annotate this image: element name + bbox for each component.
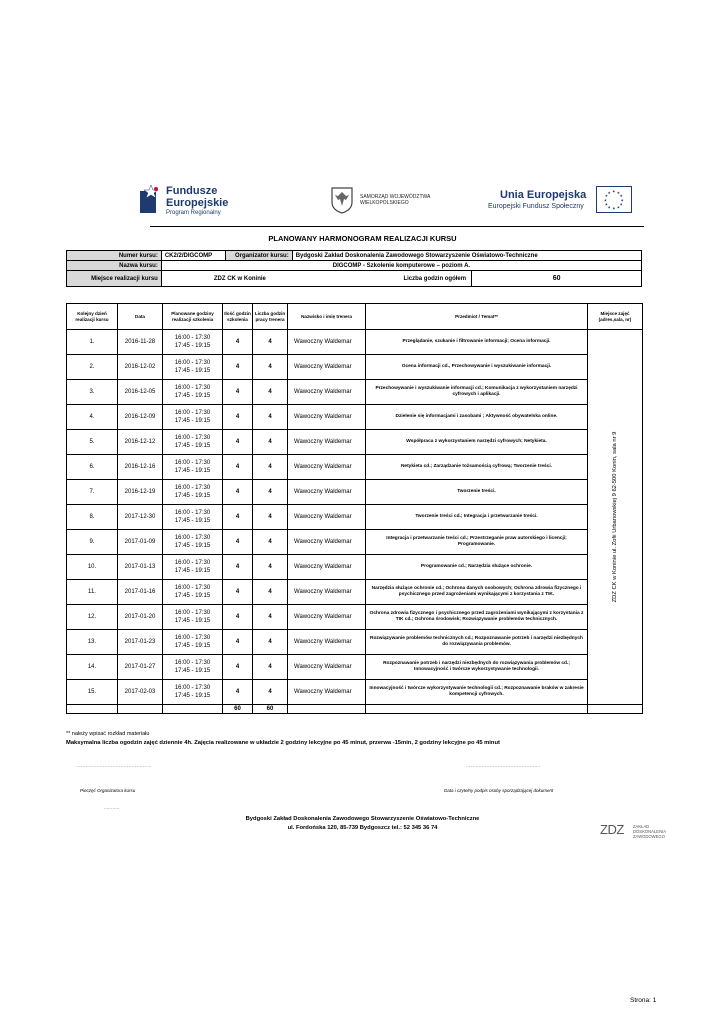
row-training-hours: 4: [223, 355, 253, 380]
row-number: 4.: [67, 405, 118, 430]
row-training-hours: 4: [223, 655, 253, 680]
row-topic: Tworzenie treści cd.; Integracja i przetwarzanie treści.: [366, 505, 588, 530]
row-trainer: Wawoczny Waldemar: [288, 580, 366, 605]
place-label: Miejsce realizacji kursu: [67, 271, 162, 287]
row-times: [163, 480, 223, 505]
sum-empty-6: [588, 705, 643, 714]
fe-line1: Fundusze: [166, 185, 218, 197]
table-row: [67, 480, 643, 505]
zdz-logo-mark: ZDZ: [600, 822, 624, 837]
row-trainer: Wawoczny Waldemar: [288, 455, 366, 480]
note-material: ** należy wpisać rozkład materiału: [66, 731, 150, 737]
stamp-line: ...............................................: [76, 763, 151, 769]
row-time-second: 17:45 - 19:15: [174, 443, 211, 449]
row-trainer: Wawoczny Waldemar: [288, 405, 366, 430]
total-hours-value: 60: [472, 271, 642, 287]
row-trainer-hours: 4: [253, 655, 288, 680]
footer-organization: Bydgoski Zakład Doskonalenia Zawodowego Stowarzyszenie Oświatowo-Techniczne: [245, 816, 480, 822]
row-topic: Tworzenie treści.: [366, 480, 588, 505]
row-trainer-hours: 4: [253, 580, 288, 605]
svg-text:★: ★: [619, 202, 623, 207]
row-training-hours: 4: [223, 605, 253, 630]
row-date: 2016-11-28: [118, 330, 163, 355]
header-training-hours: Ilość godzin szkolenia: [223, 304, 253, 330]
sum-row: [67, 705, 643, 714]
row-number: 3.: [67, 380, 118, 405]
row-number: 8.: [67, 505, 118, 530]
row-times: [163, 605, 223, 630]
row-times: [163, 505, 223, 530]
row-date: 2017-01-20: [118, 605, 163, 630]
sum-empty-4: [288, 705, 366, 714]
header-trainer: Nazwisko i imię trenera: [288, 304, 366, 330]
short-dots: ...........: [104, 805, 120, 811]
eu-flag-icon: [596, 186, 632, 213]
table-row: [67, 455, 643, 480]
table-row: [67, 380, 643, 405]
row-topic: Ocena informacji cd., Przechowywanie i wyszukiwanie informacji.: [366, 355, 588, 380]
row-time-second: 17:45 - 19:15: [174, 568, 211, 574]
row-topic: Integracja i przetwarzanie treści cd.; Przestrzeganie praw autorskiego i licencji; Programowanie.: [366, 530, 588, 555]
row-trainer-hours: 4: [253, 605, 288, 630]
table-row: [67, 355, 643, 380]
row-trainer-hours: 4: [253, 380, 288, 405]
table-row: [67, 330, 643, 355]
row-times: [163, 430, 223, 455]
svg-text:★: ★: [616, 190, 621, 195]
row-training-hours: 4: [223, 380, 253, 405]
row-trainer-hours: 4: [253, 355, 288, 380]
header-hours-planned: Planowane godziny realizacji szkolenia: [163, 304, 223, 330]
row-trainer: Wawoczny Waldemar: [288, 430, 366, 455]
sum-empty-3: [163, 705, 223, 714]
table-row: [67, 430, 643, 455]
row-number: 7.: [67, 480, 118, 505]
row-times: [163, 530, 223, 555]
row-times: [163, 630, 223, 655]
table-row: [67, 680, 643, 705]
place-vertical-text: ZDZ CK w Koninie ul. Zofii Urbanowskiej 9 62-500 Konin, sala nr 9: [612, 431, 618, 603]
header-day: Kolejny dzień realizacji kursu: [67, 304, 118, 330]
row-trainer-hours: 4: [253, 330, 288, 355]
svg-text:★: ★: [619, 194, 623, 199]
row-training-hours: 4: [223, 630, 253, 655]
course-name-value: DIGCOMP - Szkolenie komputerowe – poziom A.: [161, 261, 641, 271]
svg-text:★: ★: [603, 198, 608, 203]
row-number: 12.: [67, 605, 118, 630]
svg-text:★: ★: [620, 198, 624, 203]
row-times: [163, 580, 223, 605]
row-training-hours: 4: [223, 330, 253, 355]
row-training-hours: 4: [223, 505, 253, 530]
svg-text:★: ★: [604, 202, 609, 207]
zdz-line2: DOSKONALENIA: [633, 829, 667, 834]
row-date: 2017-01-16: [118, 580, 163, 605]
organizer-label: Organizator kursu:: [225, 251, 292, 261]
row-time-second: 17:45 - 19:15: [174, 468, 211, 474]
table-row: [67, 505, 643, 530]
row-number: 6.: [67, 455, 118, 480]
footer-address: ul. Fordońska 120, 85-739 Bydgoszcz tel.: 52 345 36 74: [287, 825, 438, 831]
header-trainer-hours: Liczba godzin pracy trenera: [253, 304, 288, 330]
table-row: [67, 405, 643, 430]
row-times: [163, 330, 223, 355]
row-time-first: 16:00 - 17:30: [174, 660, 211, 666]
schedule-table: [66, 303, 643, 714]
row-training-hours: 4: [223, 455, 253, 480]
table-row: [67, 530, 643, 555]
row-times: [163, 655, 223, 680]
svg-text:★: ★: [607, 190, 611, 195]
svg-text:★: ★: [616, 205, 621, 210]
fe-line3: Program Regionalny: [166, 210, 221, 216]
svg-text:★: ★: [612, 189, 616, 194]
row-time-second: 17:45 - 19:15: [174, 518, 211, 524]
stamp-label: Pieczęć Organizatora kursu: [80, 788, 136, 793]
table-row: [67, 630, 643, 655]
row-trainer-hours: 4: [253, 480, 288, 505]
row-trainer: Wawoczny Waldemar: [288, 605, 366, 630]
row-trainer: Wawoczny Waldemar: [288, 680, 366, 705]
row-time-second: 17:45 - 19:15: [174, 668, 211, 674]
row-trainer: Wawoczny Waldemar: [288, 330, 366, 355]
row-date: 2016-12-19: [118, 480, 163, 505]
sum-trainer-hours: 60: [253, 705, 288, 714]
row-time-first: 16:00 - 17:30: [174, 335, 211, 341]
schedule-body: [67, 330, 643, 714]
row-date: 2017-01-27: [118, 655, 163, 680]
page-number: Strona: 1: [630, 997, 657, 1004]
zdz-line1: ZAKŁAD: [633, 824, 650, 829]
row-date: 2017-01-23: [118, 630, 163, 655]
row-time-first: 16:00 - 17:30: [174, 510, 211, 516]
row-date: 2016-12-16: [118, 455, 163, 480]
row-topic: Narzędzia służące ochronie cd.; Ochrona danych osobowych; Ochrona zdrowia fizycznego i psychicznego przed zagrożeniami wynikającymi z korzystania z TIK.: [366, 580, 588, 605]
row-topic: Przeglądanie, szukanie i filtrowanie informacji; Ocena informacji.: [366, 330, 588, 355]
row-topic: Ochrona zdrowia fizycznego i psychicznego przed zagrożeniami wynikającymi z korzystania z TIK cd.; Ochrona środowisk; Rozwiązywanie problemów technicznych.: [366, 605, 588, 630]
row-date: 2017-01-13: [118, 555, 163, 580]
row-time-second: 17:45 - 19:15: [174, 393, 211, 399]
row-trainer-hours: 4: [253, 505, 288, 530]
course-name-label: Nazwa kursu:: [67, 261, 162, 271]
row-time-first: 16:00 - 17:30: [174, 460, 211, 466]
ue-line1: Unia Europejska: [500, 189, 587, 201]
svg-text:★: ★: [604, 194, 609, 199]
row-trainer-hours: 4: [253, 455, 288, 480]
row-times: [163, 555, 223, 580]
table-row: [67, 555, 643, 580]
row-time-second: 17:45 - 19:15: [174, 493, 211, 499]
table-row: [67, 655, 643, 680]
row-trainer-hours: 4: [253, 430, 288, 455]
row-times: [163, 380, 223, 405]
row-number: 14.: [67, 655, 118, 680]
ue-line2: Europejski Fundusz Społeczny: [488, 203, 584, 210]
note-max-hours: Maksymalna liczba ogodzin zajęć dziennie 4h. Zajęcia realizowane w układzie 2 godziny lekcyjne po 45 minut, przerwa -15min, 2 godziny lekcyjne po 45 minut: [66, 740, 500, 746]
row-trainer: Wawoczny Waldemar: [288, 655, 366, 680]
table-row: [67, 605, 643, 630]
row-date: 2016-12-12: [118, 430, 163, 455]
row-topic: Przechowywanie i wyszukiwanie informacji cd.; Komunikacja z wykorzystaniem narzędzi cyfrowych i aplikacji.: [366, 380, 588, 405]
eagle-crest-icon: [330, 186, 354, 214]
row-time-first: 16:00 - 17:30: [174, 360, 211, 366]
sum-training-hours: 60: [223, 705, 253, 714]
row-time-first: 16:00 - 17:30: [174, 635, 211, 641]
sum-empty-1: [67, 705, 118, 714]
total-hours-label: Liczba godzin ogółem: [403, 275, 467, 282]
svg-text:★: ★: [612, 206, 616, 211]
row-time-first: 16:00 - 17:30: [174, 385, 211, 391]
row-training-hours: 4: [223, 530, 253, 555]
row-date: 2016-12-09: [118, 405, 163, 430]
row-time-second: 17:45 - 19:15: [174, 543, 211, 549]
row-time-first: 16:00 - 17:30: [174, 435, 211, 441]
fe-star-icon: [140, 185, 162, 215]
row-time-first: 16:00 - 17:30: [174, 410, 211, 416]
header-place: Miejsce zajęć (adres,sala, nr): [588, 304, 643, 330]
row-topic: Netykieta cd.; Zarządzanie tożsamością cyfrową; Tworzenie treści.: [366, 455, 588, 480]
course-no-label: Numer kursu:: [67, 251, 162, 261]
row-times: [163, 355, 223, 380]
row-date: 2016-12-02: [118, 355, 163, 380]
row-times: [163, 405, 223, 430]
samorzad-wielkopolski-logo: [330, 186, 445, 216]
table-row: [67, 580, 643, 605]
row-trainer-hours: 4: [253, 530, 288, 555]
row-trainer-hours: 4: [253, 630, 288, 655]
row-date: 2016-12-05: [118, 380, 163, 405]
sum-empty-2: [118, 705, 163, 714]
row-date: 2017-02-03: [118, 680, 163, 705]
row-training-hours: 4: [223, 680, 253, 705]
row-time-first: 16:00 - 17:30: [174, 685, 211, 691]
place-value: [161, 271, 471, 287]
row-date: 2017-12-30: [118, 505, 163, 530]
row-trainer: Wawoczny Waldemar: [288, 555, 366, 580]
organizer-value: Bydgoski Zakład Doskonalenia Zawodowego Stowarzyszenie Oświatowo-Techniczne: [292, 251, 641, 261]
row-number: 11.: [67, 580, 118, 605]
row-training-hours: 4: [223, 430, 253, 455]
row-number: 10.: [67, 555, 118, 580]
row-trainer: Wawoczny Waldemar: [288, 355, 366, 380]
row-topic: Innowacyjność i twórcze wykorzystywanie technologii cd.; Rozpoznawanie braków w zakresie kompetencji cyfrowych.: [366, 680, 588, 705]
row-trainer: Wawoczny Waldemar: [288, 630, 366, 655]
row-time-first: 16:00 - 17:30: [174, 610, 211, 616]
sum-empty-5: [366, 705, 588, 714]
row-number: 1.: [67, 330, 118, 355]
wlkp-line1: SAMORZĄD WOJEWÓDZTWA: [360, 194, 431, 200]
row-time-second: 17:45 - 19:15: [174, 418, 211, 424]
row-number: 5.: [67, 430, 118, 455]
row-number: 15.: [67, 680, 118, 705]
zdz-line3: ZAWODOWEGO: [633, 834, 665, 839]
row-time-second: 17:45 - 19:15: [174, 643, 211, 649]
row-topic: Współpraca z wykorzystaniem narzędzi cyfrowych; Netykieta.: [366, 430, 588, 455]
row-time-second: 17:45 - 19:15: [174, 618, 211, 624]
header-topic: Przedmiot / Temat**: [366, 304, 588, 330]
row-training-hours: 4: [223, 480, 253, 505]
row-trainer: Wawoczny Waldemar: [288, 505, 366, 530]
zdz-logo: [600, 822, 670, 842]
row-date: 2017-01-09: [118, 530, 163, 555]
place-cell: [588, 330, 643, 705]
row-number: 13.: [67, 630, 118, 655]
row-time-second: 17:45 - 19:15: [174, 368, 211, 374]
row-time-second: 17:45 - 19:15: [174, 693, 211, 699]
svg-text:★: ★: [607, 205, 611, 210]
row-training-hours: 4: [223, 555, 253, 580]
row-number: 2.: [67, 355, 118, 380]
course-info-table: [66, 250, 642, 287]
unia-europejska-logo: [488, 186, 648, 216]
wlkp-line2: WIELKOPOLSKIEGO: [360, 200, 409, 206]
schedule-header-row: [67, 304, 643, 330]
row-trainer-hours: 4: [253, 405, 288, 430]
row-number: 9.: [67, 530, 118, 555]
row-training-hours: 4: [223, 405, 253, 430]
row-times: [163, 680, 223, 705]
row-training-hours: 4: [223, 580, 253, 605]
row-time-first: 16:00 - 17:30: [174, 560, 211, 566]
place-name: ZDZ CK w Koninie: [213, 275, 266, 282]
fe-line2: Europejskie: [166, 197, 229, 209]
row-topic: Programowanie cd.; Narzędzia służące ochronie.: [366, 555, 588, 580]
row-topic: Rozwiązywanie problemów technicznych cd.; Rozpoznawanie potrzeb i narzędzi niezbędnych do rozwiązywania problemów.: [366, 630, 588, 655]
row-time-second: 17:45 - 19:15: [174, 593, 211, 599]
row-time-first: 16:00 - 17:30: [174, 535, 211, 541]
course-no-value: CK2/2/DIGCOMP: [161, 251, 225, 261]
row-trainer: Wawoczny Waldemar: [288, 480, 366, 505]
signature-label: Data i czytelny podpis osoby sporządzającej dokument: [444, 788, 554, 793]
row-trainer: Wawoczny Waldemar: [288, 530, 366, 555]
row-trainer-hours: 4: [253, 555, 288, 580]
row-trainer-hours: 4: [253, 680, 288, 705]
row-times: [163, 455, 223, 480]
row-topic: Dzielenie się informacjami i zasobami ; Aktywność obywatelska online.: [366, 405, 588, 430]
header-date: Data: [118, 304, 163, 330]
row-topic: Rozpoznawanie potrzeb i narzędzi niezbędnych do rozwiązywania problemów cd.; Innowacyjność i twórcze wykorzystywanie technologii.: [366, 655, 588, 680]
row-trainer: Wawoczny Waldemar: [288, 380, 366, 405]
header-divider: [150, 226, 644, 227]
signature-line: ...............................................: [466, 763, 541, 769]
document-title: PLANOWANY HARMONOGRAM REALIZACJI KURSU: [268, 234, 457, 243]
row-time-second: 17:45 - 19:15: [174, 343, 211, 349]
row-time-first: 16:00 - 17:30: [174, 585, 211, 591]
fundusze-europejskie-logo: [140, 185, 235, 219]
row-time-first: 16:00 - 17:30: [174, 485, 211, 491]
